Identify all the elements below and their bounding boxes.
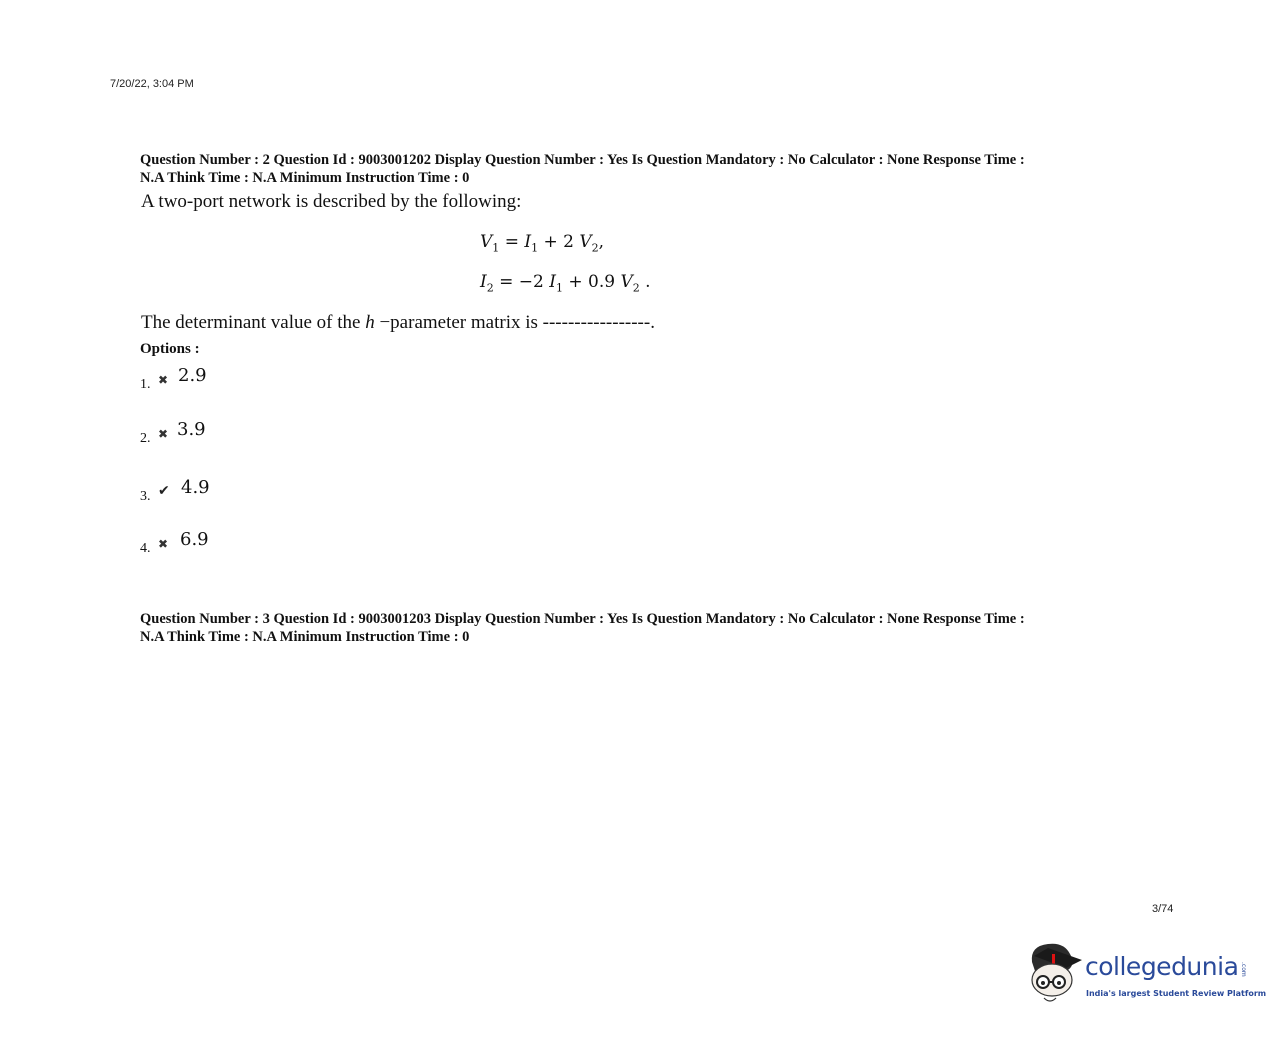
eq2-lhs-sub: 2 [486,281,494,295]
prompt-prefix: The determinant value of the [141,312,361,333]
eq2-term1-sub: 1 [555,281,563,295]
question-3-meta-line-2: N.A Think Time : N.A Minimum Instruction Time : 0 [140,629,470,645]
eq2-lhs: I [480,272,487,292]
question-2-metadata [140,151,1160,187]
eq1-lhs-sub: 1 [492,241,500,255]
eq2-end: . [645,272,651,292]
question-2-meta-line-1: Question Number : 2 Question Id : 9003001202 Display Question Number : Yes Is Question Mandatory : No Calculator : None Response Time : [140,152,1025,168]
eq2-coef1: −2 [518,272,544,292]
eq1-term1-sub: 1 [531,241,539,255]
eq2-term1: I [549,272,556,292]
question-3-meta-line-1: Question Number : 3 Question Id : 9003001203 Display Question Number : Yes Is Question Mandatory : No Calculator : None Response Time : [140,611,1025,627]
eq1-term2: V [579,232,592,252]
eq2-term2: V [620,272,633,292]
question-2-intro: A two-port network is described by the following: [141,191,522,212]
question-2-meta-line-2: N.A Think Time : N.A Minimum Instruction Time : 0 [140,170,470,186]
brand-suffix: .com [1240,962,1247,977]
option-value: 4.9 [181,477,210,498]
option-value: 3.9 [177,419,206,440]
collegedunia-logo [1026,940,1267,1010]
option-value: 6.9 [180,529,209,550]
question-3-metadata [140,610,1160,646]
eq2-operator: + 0.9 [568,272,616,292]
option-value: 2.9 [178,365,207,386]
student-mascot-icon [1026,940,1086,1010]
question-2-prompt [141,312,655,334]
equation-1 [480,232,604,254]
equation-2 [480,272,651,294]
eq1-operator: + 2 [543,232,574,252]
eq1-equals: = [504,232,519,252]
cross-icon: ✖ [158,427,169,441]
cross-icon: ✖ [158,537,169,551]
option-number: 2. [140,431,151,446]
prompt-variable: h [365,312,375,333]
eq2-term2-sub: 2 [632,281,640,295]
eq2-equals: = [499,272,514,292]
print-timestamp: 7/20/22, 3:04 PM [110,78,194,90]
eq1-end: , [598,232,605,252]
eq1-term2-sub: 2 [591,241,599,255]
option-number: 1. [140,377,151,392]
eq1-term1: I [524,232,532,252]
page-number: 3/74 [1152,903,1174,915]
option-number: 4. [140,541,151,556]
options-label: Options : [140,341,200,357]
option-number: 3. [140,489,151,504]
check-icon: ✔ [158,483,170,499]
cross-icon: ✖ [158,373,169,387]
brand-name: collegedunia [1085,952,1239,981]
prompt-suffix: −parameter matrix is -----------------. [379,312,655,333]
eq1-lhs: V [480,232,493,252]
brand-tagline: India's largest Student Review Platform [1086,989,1267,998]
